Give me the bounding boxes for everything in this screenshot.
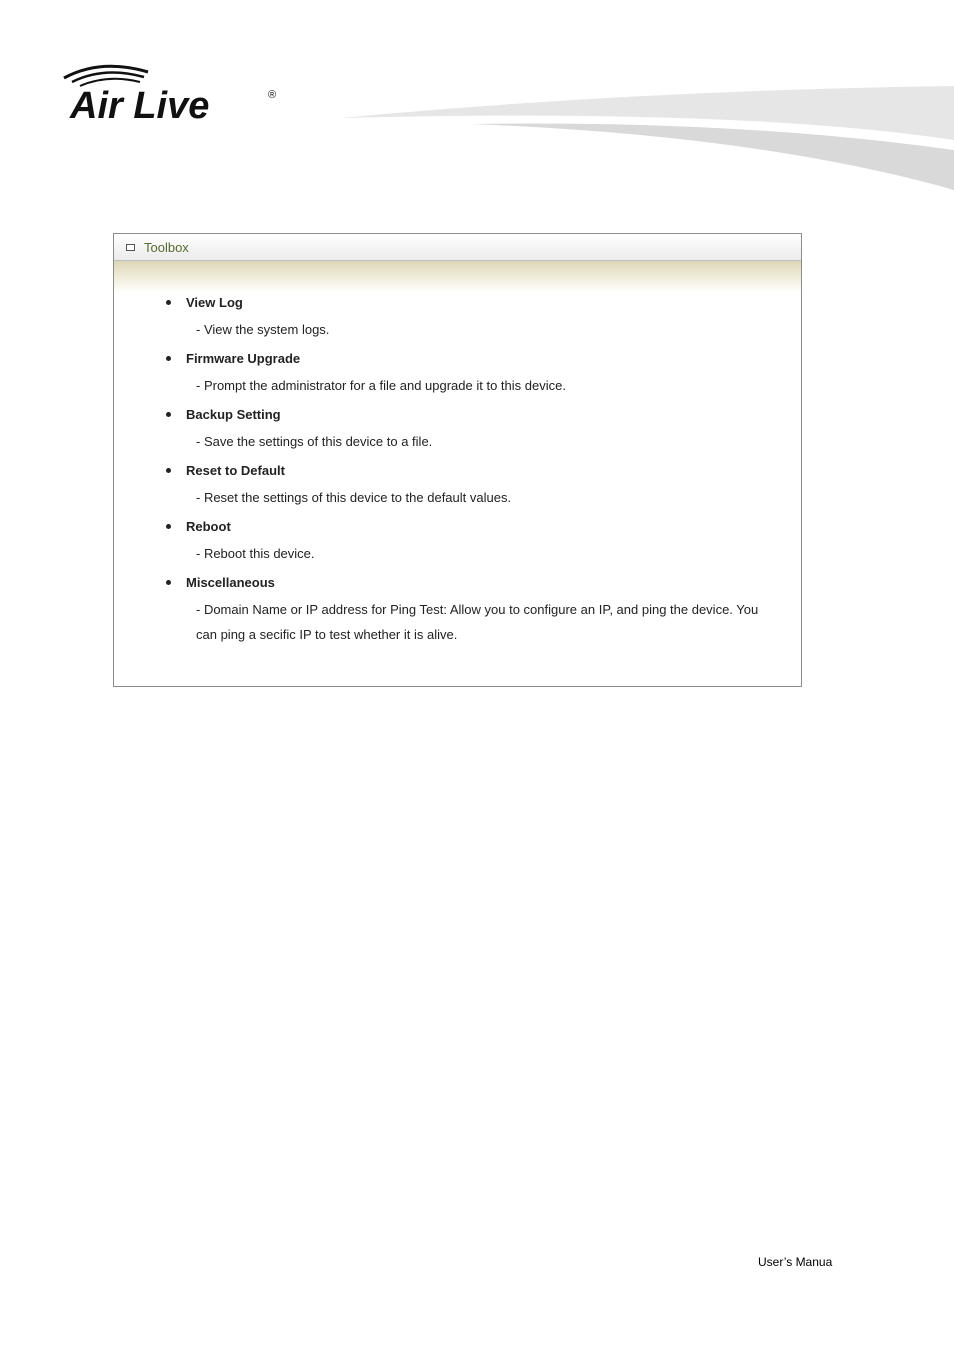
item-description: - Reboot this device. bbox=[196, 546, 315, 561]
item-title: Firmware Upgrade bbox=[186, 350, 301, 366]
item-description: - Reset the settings of this device to the default values. bbox=[196, 490, 512, 505]
header-swoosh-graphic bbox=[340, 80, 954, 200]
list-item bbox=[166, 517, 801, 566]
registered-mark: ® bbox=[268, 89, 277, 101]
bullet-icon bbox=[166, 356, 171, 361]
item-title: View Log bbox=[186, 294, 243, 310]
footer-text: User’s Manua bbox=[758, 1255, 833, 1269]
bullet-icon bbox=[166, 300, 171, 305]
list-item bbox=[166, 293, 801, 342]
list-item bbox=[166, 461, 801, 510]
bullet-icon bbox=[166, 524, 171, 529]
window-icon bbox=[126, 244, 135, 251]
logo-text: Air Live bbox=[70, 85, 210, 127]
item-title: Reboot bbox=[186, 518, 231, 534]
list-item bbox=[166, 349, 801, 398]
item-description: - Save the settings of this device to a file. bbox=[196, 434, 433, 449]
item-description: - Prompt the administrator for a file and upgrade it to this device. bbox=[196, 378, 566, 393]
item-title: Backup Setting bbox=[186, 406, 281, 422]
item-title: Reset to Default bbox=[186, 462, 285, 478]
list-item bbox=[166, 573, 801, 647]
panel-header bbox=[114, 234, 801, 261]
toolbox-item-list bbox=[114, 293, 801, 647]
bullet-icon bbox=[166, 412, 171, 417]
toolbox-panel bbox=[113, 233, 802, 687]
item-title: Miscellaneous bbox=[186, 574, 275, 590]
airlive-logo bbox=[56, 58, 286, 128]
list-item bbox=[166, 405, 801, 454]
item-description: - View the system logs. bbox=[196, 322, 330, 337]
bullet-icon bbox=[166, 468, 171, 473]
panel-title: Toolbox bbox=[144, 239, 189, 255]
item-description: - Domain Name or IP address for Ping Test: Allow you to configure an IP, and ping the device. You can ping a secific IP to test whether it is alive. bbox=[196, 602, 759, 642]
bullet-icon bbox=[166, 580, 171, 585]
panel-header-band bbox=[114, 261, 801, 293]
